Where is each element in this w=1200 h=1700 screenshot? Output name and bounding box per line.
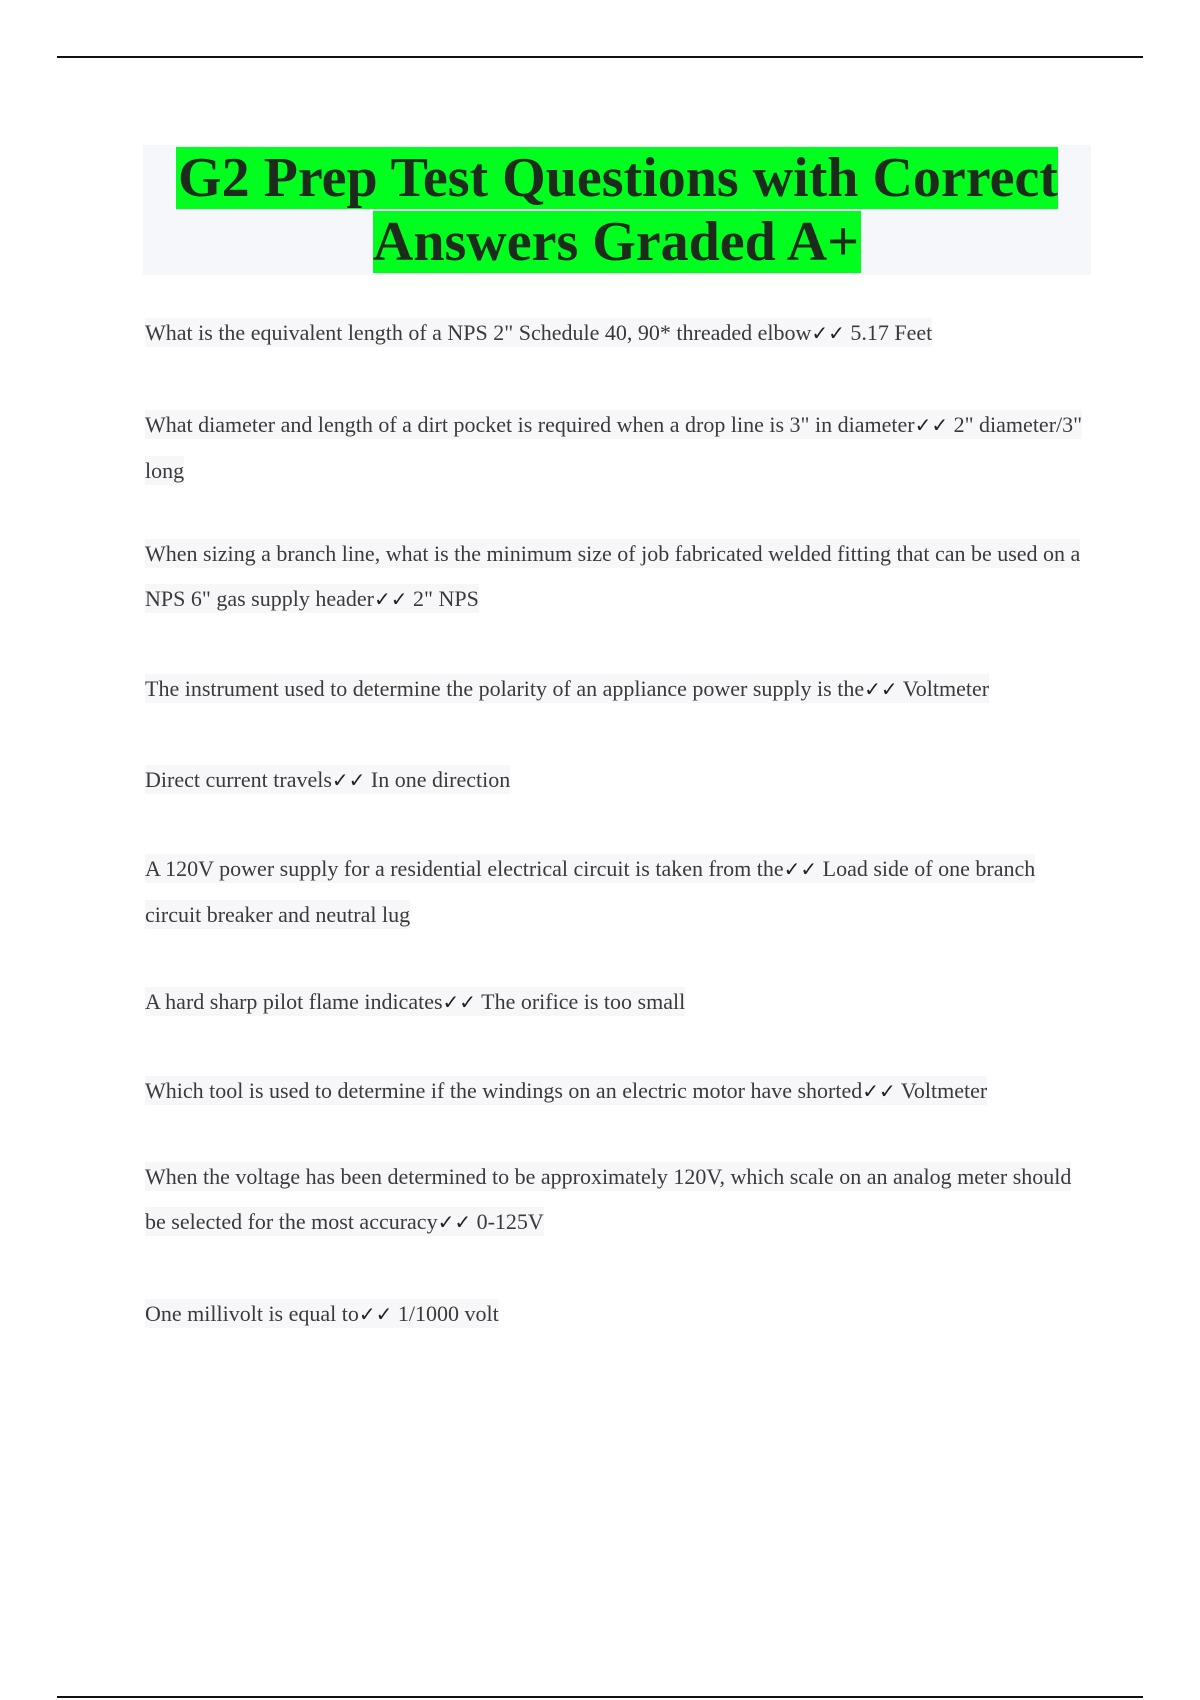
- question-text: When sizing a branch line, what is the minimum size of job fabricated welded fitting that can be used on a NPS 6" gas supply header: [145, 541, 1081, 611]
- qa-item-1: [145, 310, 1085, 356]
- double-check-icon: ✓✓: [358, 1302, 393, 1326]
- qa-item-9: [145, 1154, 1085, 1245]
- answer-text: 0-125V: [471, 1209, 544, 1234]
- question-text: The instrument used to determine the polarity of an appliance power supply is the: [145, 676, 865, 701]
- double-check-icon: ✓✓: [811, 321, 845, 345]
- qa-item-5: [145, 757, 1085, 803]
- answer-text: 2" diameter/3" long: [145, 412, 1083, 483]
- answer-text: 1/1000 volt: [392, 1301, 499, 1326]
- answer-text: Voltmeter: [895, 1078, 988, 1103]
- double-check-icon: ✓✓: [914, 413, 949, 437]
- double-check-icon: ✓✓: [864, 677, 898, 701]
- question-text: When the voltage has been determined to be approximately 120V, which scale on an analog meter should be selected for the most accuracy: [145, 1164, 1072, 1234]
- qa-item-2: [145, 402, 1085, 493]
- double-check-icon: ✓✓: [783, 857, 818, 881]
- qa-item-8: [145, 1068, 1085, 1114]
- answer-text: 2" NPS: [407, 586, 479, 611]
- question-text: Direct current travels: [145, 767, 332, 792]
- question-text: A hard sharp pilot flame indicates: [145, 989, 443, 1014]
- answer-text: The orifice is too small: [476, 989, 686, 1014]
- question-text: What is the equivalent length of a NPS 2" Schedule 40, 90* threaded elbow: [145, 320, 812, 345]
- answer-text: 5.17 Feet: [844, 320, 933, 345]
- qa-item-6: [145, 846, 1085, 937]
- qa-item-4: [145, 666, 1085, 712]
- qa-item-3: [145, 531, 1085, 622]
- double-check-icon: ✓✓: [331, 768, 366, 792]
- double-check-icon: ✓✓: [862, 1079, 896, 1103]
- document-title: [143, 145, 1091, 274]
- qa-item-7: [145, 979, 1085, 1025]
- double-check-icon: ✓✓: [442, 990, 477, 1014]
- question-text: A 120V power supply for a residential electrical circuit is taken from the: [145, 856, 784, 881]
- answer-text: In one direction: [365, 767, 511, 792]
- answer-text: Voltmeter: [897, 676, 990, 701]
- qa-item-10: [145, 1291, 1085, 1337]
- answer-text: Load side of one branch circuit breaker and neutral lug: [145, 856, 1036, 927]
- double-check-icon: ✓✓: [373, 587, 408, 611]
- bottom-rule: [57, 1696, 1143, 1698]
- question-text: One millivolt is equal to: [145, 1301, 359, 1326]
- title-block: [143, 145, 1091, 275]
- document-title-text: G2 Prep Test Questions with Correct Answers Graded A+: [178, 147, 1058, 273]
- question-text: Which tool is used to determine if the windings on an electric motor have shorted: [145, 1078, 863, 1103]
- double-check-icon: ✓✓: [437, 1210, 472, 1234]
- top-rule: [57, 56, 1143, 58]
- question-text: What diameter and length of a dirt pocket is required when a drop line is 3" in diameter: [145, 412, 915, 437]
